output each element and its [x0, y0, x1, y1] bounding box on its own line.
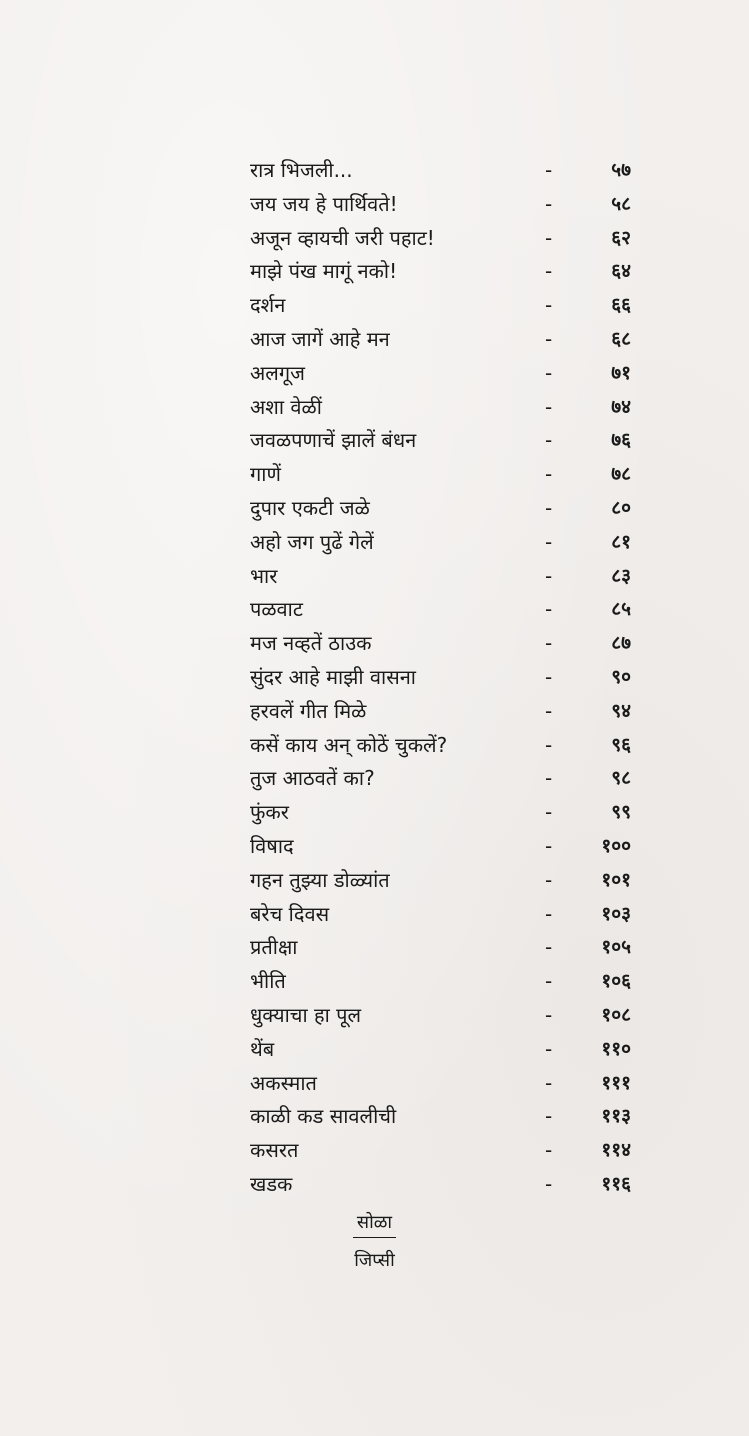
toc-entry [250, 188, 635, 222]
toc-entry-title: सुंदर आहे माझी वासना [250, 664, 416, 689]
toc-entry [250, 1033, 635, 1067]
toc-entry-dash: - [545, 563, 553, 588]
toc-entry-page: १०३ [601, 902, 631, 925]
toc-entry-title: अजून व्हायची जरी पहाट! [250, 225, 435, 250]
toc-entry-title: भार [250, 563, 278, 588]
toc-entry-dash: - [545, 631, 553, 656]
toc-entry-title: माझे पंख मागूं नको! [250, 259, 398, 284]
toc-entry-title: काळी कड सावलीची [250, 1104, 397, 1129]
toc-entry-dash: - [545, 326, 553, 351]
toc-entry-dash: - [545, 766, 553, 791]
toc-entry-page: ९९ [611, 801, 631, 824]
toc-entry [250, 492, 635, 526]
toc-entry-dash: - [545, 225, 553, 250]
toc-entry-page: १०८ [601, 1003, 631, 1026]
toc-entry-page: ८३ [611, 564, 631, 587]
toc-entry-dash: - [545, 158, 553, 182]
toc-entry-page: ७६ [611, 429, 631, 452]
toc-entry-page: ६६ [611, 294, 631, 317]
toc-entry-page: ५८ [611, 192, 631, 215]
toc-entry [250, 661, 635, 695]
table-of-contents [250, 154, 635, 1202]
toc-entry-title: फुंकर [250, 800, 289, 825]
toc-entry-title: भीति [250, 969, 286, 994]
toc-entry-title: तुज आठवतें का? [250, 766, 375, 791]
toc-entry-page: ७४ [611, 395, 631, 418]
toc-entry [250, 391, 635, 425]
toc-entry-title: आज जागें आहे मन [250, 326, 390, 351]
toc-entry-title: थेंब [250, 1036, 275, 1061]
toc-entry-page: ८१ [611, 530, 631, 553]
toc-entry-dash: - [545, 259, 553, 284]
toc-entry-page: ९० [611, 665, 631, 688]
toc-entry-title: विषाद [250, 833, 294, 858]
toc-entry [250, 796, 635, 830]
toc-entry-dash: - [545, 1036, 553, 1061]
toc-entry-title: गहन तुझ्या डोळ्यांत [250, 867, 390, 892]
toc-entry-page: १११ [601, 1071, 631, 1094]
toc-entry-page: १०० [601, 834, 631, 857]
toc-entry-title: जय जय हे पार्थिवते! [250, 191, 398, 216]
toc-entry [250, 357, 635, 391]
toc-entry-page: ८० [611, 496, 631, 519]
toc-entry-title: दुपार एकटी जळे [250, 495, 370, 520]
toc-entry-title: अकस्मात [250, 1070, 317, 1095]
toc-entry-title: रात्र भिजली... [250, 158, 353, 182]
toc-entry-page: १०५ [601, 936, 631, 959]
toc-entry [250, 154, 635, 188]
toc-entry-title: धुक्याचा हा पूल [250, 1002, 362, 1027]
toc-entry [250, 289, 635, 323]
toc-entry [250, 999, 635, 1033]
toc-entry-page: ११३ [601, 1105, 631, 1128]
toc-entry [250, 323, 635, 357]
toc-entry-title: जवळपणाचें झालें बंधन [250, 428, 417, 453]
toc-entry [250, 424, 635, 458]
toc-entry-dash: - [545, 360, 553, 385]
toc-entry-dash: - [545, 1070, 553, 1095]
toc-entry-dash: - [545, 529, 553, 554]
toc-entry [250, 1100, 635, 1134]
toc-entry [250, 965, 635, 999]
toc-entry-page: १०६ [601, 970, 631, 993]
toc-entry-dash: - [545, 597, 553, 622]
toc-entry-dash: - [545, 664, 553, 689]
toc-entry-dash: - [545, 1002, 553, 1027]
toc-entry-dash: - [545, 732, 553, 757]
toc-entry-title: बरेच दिवस [250, 901, 330, 926]
toc-entry-page: ११० [601, 1037, 631, 1060]
toc-entry-dash: - [545, 191, 553, 216]
toc-entry-title: पळवाट [250, 597, 303, 622]
toc-entry-dash: - [545, 293, 553, 318]
toc-entry-page: ९४ [611, 699, 631, 722]
toc-entry [250, 695, 635, 729]
toc-entry-title: अहो जग पुढें गेलें [250, 529, 374, 554]
toc-entry-dash: - [545, 1138, 553, 1163]
toc-entry-title: मज नव्हतें ठाउक [250, 631, 372, 656]
toc-entry-page: ७१ [611, 361, 631, 384]
toc-entry-dash: - [545, 800, 553, 825]
toc-entry [250, 762, 635, 796]
toc-entry [250, 830, 635, 864]
page-number-text: सोळा [353, 1210, 396, 1238]
toc-entry-dash: - [545, 428, 553, 453]
toc-entry [250, 222, 635, 256]
toc-entry [250, 560, 635, 594]
toc-entry-dash: - [545, 935, 553, 960]
toc-entry-page: ७८ [611, 463, 631, 486]
toc-entry [250, 458, 635, 492]
toc-entry-title: दर्शन [250, 293, 286, 318]
toc-entry-dash: - [545, 462, 553, 487]
toc-entry [250, 1168, 635, 1202]
toc-entry [250, 627, 635, 661]
toc-entry-page: ११४ [601, 1139, 631, 1162]
toc-entry [250, 864, 635, 898]
toc-entry-dash: - [545, 394, 553, 419]
toc-entry-title: कसरत [250, 1138, 299, 1163]
toc-entry [250, 898, 635, 932]
toc-entry-page: ८५ [611, 598, 631, 621]
toc-entry-dash: - [545, 1104, 553, 1129]
toc-entry-dash: - [545, 495, 553, 520]
toc-entry-page: ८७ [611, 632, 631, 655]
toc-entry-dash: - [545, 901, 553, 926]
toc-entry-page: ११६ [601, 1172, 631, 1195]
toc-entry-page: ६८ [611, 327, 631, 350]
toc-entry [250, 1134, 635, 1168]
toc-entry [250, 526, 635, 560]
toc-entry-title: प्रतीक्षा [250, 935, 298, 960]
toc-entry-page: ५७ [611, 159, 631, 181]
toc-entry-page: १०१ [601, 868, 631, 891]
toc-entry-dash: - [545, 969, 553, 994]
toc-entry-page: ६४ [611, 260, 631, 283]
toc-entry-title: अशा वेळीं [250, 394, 322, 419]
page-number [0, 1210, 749, 1238]
toc-entry [250, 255, 635, 289]
toc-entry-title: कसें काय अन् कोठें चुकलें? [250, 732, 448, 757]
toc-entry [250, 729, 635, 763]
toc-entry-title: गाणें [250, 462, 281, 487]
toc-entry [250, 593, 635, 627]
toc-entry-dash: - [545, 698, 553, 723]
toc-entry-page: ६२ [611, 226, 631, 249]
toc-entry-title: खडक [250, 1171, 293, 1196]
toc-entry-page: ९८ [611, 767, 631, 790]
toc-entry-page: ९६ [611, 733, 631, 756]
toc-entry-title: अलगूज [250, 360, 305, 385]
toc-entry-dash: - [545, 867, 553, 892]
toc-entry [250, 931, 635, 965]
toc-entry-title: हरवलें गीत मिळे [250, 698, 367, 723]
toc-entry-dash: - [545, 833, 553, 858]
toc-entry [250, 1067, 635, 1101]
toc-entry-dash: - [545, 1171, 553, 1196]
book-title: जिप्सी [354, 1250, 395, 1271]
